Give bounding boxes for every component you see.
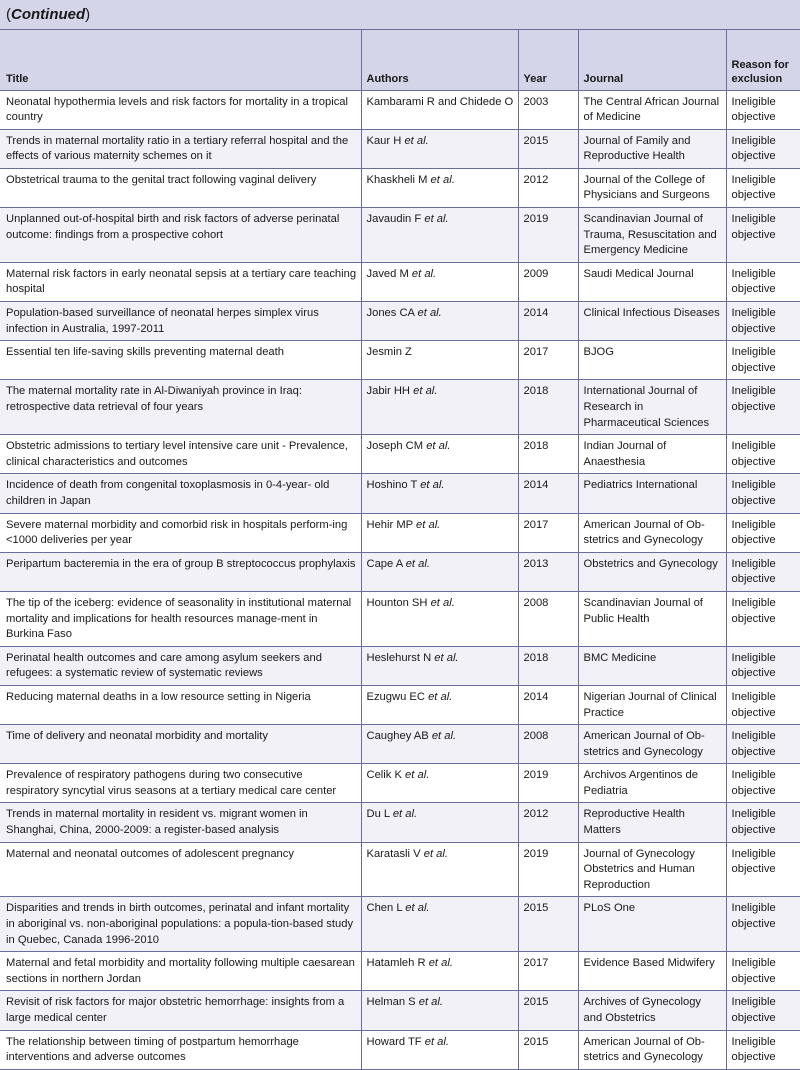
cell-authors — [361, 725, 518, 764]
cell-year: 2014 — [518, 685, 578, 724]
cell-reason: Ineligible objective — [726, 897, 800, 952]
continued-banner: (Continued) — [0, 0, 800, 30]
cell-authors — [361, 897, 518, 952]
cell-reason: Ineligible objective — [726, 952, 800, 991]
cell-year: 2015 — [518, 897, 578, 952]
col-header-authors: Authors — [361, 30, 518, 90]
et-al-text: et al. — [413, 385, 438, 398]
cell-year: 2018 — [518, 380, 578, 435]
author-name: Howard TF — [366, 1035, 422, 1048]
cell-title: Peripartum bacteremia in the era of group B streptococcus prophylaxis — [0, 552, 361, 591]
cell-year: 2014 — [518, 302, 578, 341]
table-row — [0, 591, 800, 646]
cell-journal: BJOG — [578, 341, 726, 380]
cell-reason: Ineligible objective — [726, 435, 800, 474]
cell-year: 2013 — [518, 552, 578, 591]
cell-title: Essential ten life-saving skills preventing maternal death — [0, 341, 361, 380]
table-row — [0, 897, 800, 952]
cell-authors — [361, 552, 518, 591]
author-name: Heslehurst N — [366, 651, 432, 664]
cell-authors — [361, 168, 518, 207]
table-row — [0, 842, 800, 897]
table-row — [0, 764, 800, 803]
author-name: Jabir HH — [366, 385, 411, 398]
cell-journal: Saudi Medical Journal — [578, 262, 726, 301]
cell-title: Obstetric admissions to tertiary level intensive care unit - Prevalence, clinical characteristics and outcomes — [0, 435, 361, 474]
table-row — [0, 685, 800, 724]
cell-authors — [361, 991, 518, 1030]
et-al-text: et al. — [405, 769, 430, 782]
exclusion-table — [0, 30, 800, 1070]
cell-journal: Obstetrics and Gynecology — [578, 552, 726, 591]
table-row — [0, 208, 800, 263]
et-al-text: et al. — [431, 730, 457, 743]
cell-year: 2018 — [518, 435, 578, 474]
cell-title: The relationship between timing of postpartum hemorrhage interventions and adverse outcomes — [0, 1030, 361, 1069]
cell-reason: Ineligible objective — [726, 803, 800, 842]
table-row — [0, 474, 800, 513]
cell-journal: Journal of the College of Physicians and Surgeons — [578, 168, 726, 207]
cell-authors — [361, 129, 518, 168]
author-name: Ezugwu EC — [366, 690, 425, 703]
table-body — [0, 90, 800, 1069]
cell-reason: Ineligible objective — [726, 380, 800, 435]
et-al-text: et al. — [405, 557, 430, 570]
cell-authors — [361, 646, 518, 685]
cell-year: 2003 — [518, 90, 578, 129]
cell-journal: Nigerian Journal of Clinical Practice — [578, 685, 726, 724]
cell-reason: Ineligible objective — [726, 764, 800, 803]
cell-title: Unplanned out-of-hospital birth and risk factors of adverse perinatal outcome: findings from a prospective cohort — [0, 208, 361, 263]
cell-title: Disparities and trends in birth outcomes, perinatal and infant mortality in aboriginal vs. non-aboriginal populations: a popula-tion-based study in Quebec, Canada 1996-2010 — [0, 897, 361, 952]
table-row — [0, 341, 800, 380]
cell-journal: Indian Journal of Anaesthesia — [578, 435, 726, 474]
cell-title: Prevalence of respiratory pathogens during two consecutive respiratory syncytial virus seasons at a tertiary medical care center — [0, 764, 361, 803]
cell-journal: Journal of Family and Reproductive Health — [578, 129, 726, 168]
cell-authors — [361, 803, 518, 842]
cell-reason: Ineligible objective — [726, 513, 800, 552]
cell-reason: Ineligible objective — [726, 842, 800, 897]
cell-journal: Pediatrics International — [578, 474, 726, 513]
author-name: Helman S — [366, 996, 416, 1009]
cell-year: 2018 — [518, 646, 578, 685]
cell-reason: Ineligible objective — [726, 725, 800, 764]
cell-authors — [361, 302, 518, 341]
col-header-journal: Journal — [578, 30, 726, 90]
cell-year: 2015 — [518, 991, 578, 1030]
cell-year: 2012 — [518, 803, 578, 842]
author-name: Jesmin Z — [366, 346, 412, 359]
et-al-text: et al. — [420, 479, 445, 492]
author-name: Karatasli V — [366, 847, 421, 860]
author-name: Celik K — [366, 769, 402, 782]
cell-journal: Scandinavian Journal of Public Health — [578, 591, 726, 646]
table-row — [0, 90, 800, 129]
cell-title: Incidence of death from congenital toxoplasmosis in 0-4-year- old children in Japan — [0, 474, 361, 513]
et-al-text: et al. — [423, 847, 448, 860]
cell-title: The maternal mortality rate in Al-Diwaniyah province in Iraq: retrospective data retrieval of four years — [0, 380, 361, 435]
et-al-text: et al. — [392, 808, 418, 821]
cell-journal: International Journal of Research in Pharmaceutical Sciences — [578, 380, 726, 435]
table-row — [0, 302, 800, 341]
cell-title: Maternal and fetal morbidity and mortality following multiple caesarean sections in northern Jordan — [0, 952, 361, 991]
et-al-text: et al. — [426, 440, 451, 453]
cell-title: Obstetrical trauma to the genital tract following vaginal delivery — [0, 168, 361, 207]
table-row — [0, 513, 800, 552]
cell-year: 2009 — [518, 262, 578, 301]
author-name: Du L — [366, 808, 390, 821]
author-name: Javaudin F — [366, 213, 422, 226]
cell-year: 2012 — [518, 168, 578, 207]
author-name: Hatamleh R — [366, 957, 426, 970]
table-row — [0, 168, 800, 207]
cell-authors — [361, 474, 518, 513]
cell-journal: PLoS One — [578, 897, 726, 952]
cell-authors — [361, 1030, 518, 1069]
header-row — [0, 30, 800, 90]
cell-reason: Ineligible objective — [726, 208, 800, 263]
author-name: Hehir MP — [366, 518, 413, 531]
cell-title: Neonatal hypothermia levels and risk factors for mortality in a tropical country — [0, 90, 361, 129]
et-al-text: et al. — [434, 651, 459, 664]
table-row — [0, 380, 800, 435]
cell-journal: American Journal of Ob-stetrics and Gynecology — [578, 1030, 726, 1069]
col-header-title: Title — [0, 30, 361, 90]
cell-reason: Ineligible objective — [726, 552, 800, 591]
cell-title: Reducing maternal deaths in a low resource setting in Nigeria — [0, 685, 361, 724]
cell-year: 2017 — [518, 952, 578, 991]
et-al-text: et al. — [424, 213, 449, 226]
cell-journal: Archivos Argentinos de Pediatria — [578, 764, 726, 803]
cell-journal: BMC Medicine — [578, 646, 726, 685]
table-row — [0, 1030, 800, 1069]
cell-authors — [361, 341, 518, 380]
author-name: Javed M — [366, 267, 409, 280]
col-header-year: Year — [518, 30, 578, 90]
cell-reason: Ineligible objective — [726, 302, 800, 341]
et-al-text: et al. — [405, 902, 430, 915]
cell-authors — [361, 380, 518, 435]
et-al-text: et al. — [404, 134, 429, 147]
et-al-text: et al. — [428, 957, 453, 970]
cell-title: Time of delivery and neonatal morbidity and mortality — [0, 725, 361, 764]
cell-year: 2014 — [518, 474, 578, 513]
cell-year: 2019 — [518, 764, 578, 803]
cell-journal: Archives of Gynecology and Obstetrics — [578, 991, 726, 1030]
et-al-text: et al. — [424, 1035, 449, 1048]
table-row — [0, 435, 800, 474]
author-name: Cape A — [366, 557, 403, 570]
et-al-text: et al. — [417, 307, 442, 320]
cell-reason: Ineligible objective — [726, 646, 800, 685]
table-row — [0, 262, 800, 301]
cell-journal: American Journal of Ob-stetrics and Gynecology — [578, 513, 726, 552]
cell-reason: Ineligible objective — [726, 685, 800, 724]
cell-year: 2008 — [518, 591, 578, 646]
cell-reason: Ineligible objective — [726, 991, 800, 1030]
cell-title: The tip of the iceberg: evidence of seasonality in institutional maternal mortality and implications for health resources manage-ment in Burkina Faso — [0, 591, 361, 646]
cell-journal: Scandinavian Journal of Trauma, Resuscitation and Emergency Medicine — [578, 208, 726, 263]
cell-reason: Ineligible objective — [726, 168, 800, 207]
table-row — [0, 991, 800, 1030]
et-al-text: et al. — [411, 267, 437, 280]
cell-title: Revisit of risk factors for major obstetric hemorrhage: insights from a large medical center — [0, 991, 361, 1030]
author-name: Hounton SH — [366, 596, 428, 609]
col-header-reason: Reason for exclusion — [726, 30, 800, 90]
cell-title: Maternal risk factors in early neonatal sepsis at a tertiary care teaching hospital — [0, 262, 361, 301]
et-al-text: et al. — [416, 518, 441, 531]
cell-reason: Ineligible objective — [726, 1030, 800, 1069]
et-al-text: et al. — [430, 173, 455, 186]
author-name: Khaskheli M — [366, 173, 428, 186]
cell-authors — [361, 90, 518, 129]
cell-title: Perinatal health outcomes and care among asylum seekers and refugees: a systematic review of systematic reviews — [0, 646, 361, 685]
cell-authors — [361, 842, 518, 897]
et-al-text: et al. — [430, 596, 455, 609]
cell-year: 2017 — [518, 341, 578, 380]
cell-title: Severe maternal morbidity and comorbid risk in hospitals perform-ing <1000 deliveries per year — [0, 513, 361, 552]
table-row — [0, 129, 800, 168]
cell-authors — [361, 262, 518, 301]
table-row — [0, 803, 800, 842]
cell-year: 2015 — [518, 1030, 578, 1069]
cell-authors — [361, 685, 518, 724]
et-al-text: et al. — [418, 996, 443, 1009]
cell-authors — [361, 513, 518, 552]
author-name: Kambarami R and Chidede O — [366, 95, 514, 108]
cell-reason: Ineligible objective — [726, 474, 800, 513]
author-name: Kaur H — [366, 134, 402, 147]
table-row — [0, 725, 800, 764]
continued-label: Continued — [11, 6, 86, 23]
author-name: Caughey AB — [366, 730, 429, 743]
author-name: Chen L — [366, 902, 403, 915]
cell-year: 2015 — [518, 129, 578, 168]
author-name: Jones CA — [366, 307, 415, 320]
cell-title: Maternal and neonatal outcomes of adolescent pregnancy — [0, 842, 361, 897]
cell-journal: Evidence Based Midwifery — [578, 952, 726, 991]
cell-authors — [361, 764, 518, 803]
cell-journal: Journal of Gynecology Obstetrics and Human Reproduction — [578, 842, 726, 897]
cell-year: 2019 — [518, 208, 578, 263]
cell-reason: Ineligible objective — [726, 341, 800, 380]
cell-year: 2019 — [518, 842, 578, 897]
cell-reason: Ineligible objective — [726, 262, 800, 301]
cell-reason: Ineligible objective — [726, 90, 800, 129]
cell-authors — [361, 952, 518, 991]
cell-journal: American Journal of Ob-stetrics and Gynecology — [578, 725, 726, 764]
table-row — [0, 952, 800, 991]
cell-journal: Clinical Infectious Diseases — [578, 302, 726, 341]
cell-title: Trends in maternal mortality ratio in a tertiary referral hospital and the effects of various maternity schemes on it — [0, 129, 361, 168]
cell-authors — [361, 435, 518, 474]
author-name: Hoshino T — [366, 479, 418, 492]
cell-year: 2017 — [518, 513, 578, 552]
et-al-text: et al. — [428, 690, 453, 703]
cell-title: Trends in maternal mortality in resident vs. migrant women in Shanghai, China, 2000-2009: a register-based analysis — [0, 803, 361, 842]
table-row — [0, 552, 800, 591]
cell-reason: Ineligible objective — [726, 129, 800, 168]
author-name: Joseph CM — [366, 440, 424, 453]
cell-journal: The Central African Journal of Medicine — [578, 90, 726, 129]
cell-authors — [361, 208, 518, 263]
cell-authors — [361, 591, 518, 646]
table-row — [0, 646, 800, 685]
cell-title: Population-based surveillance of neonatal herpes simplex virus infection in Australia, 1997-2011 — [0, 302, 361, 341]
cell-year: 2008 — [518, 725, 578, 764]
cell-reason: Ineligible objective — [726, 591, 800, 646]
cell-journal: Reproductive Health Matters — [578, 803, 726, 842]
